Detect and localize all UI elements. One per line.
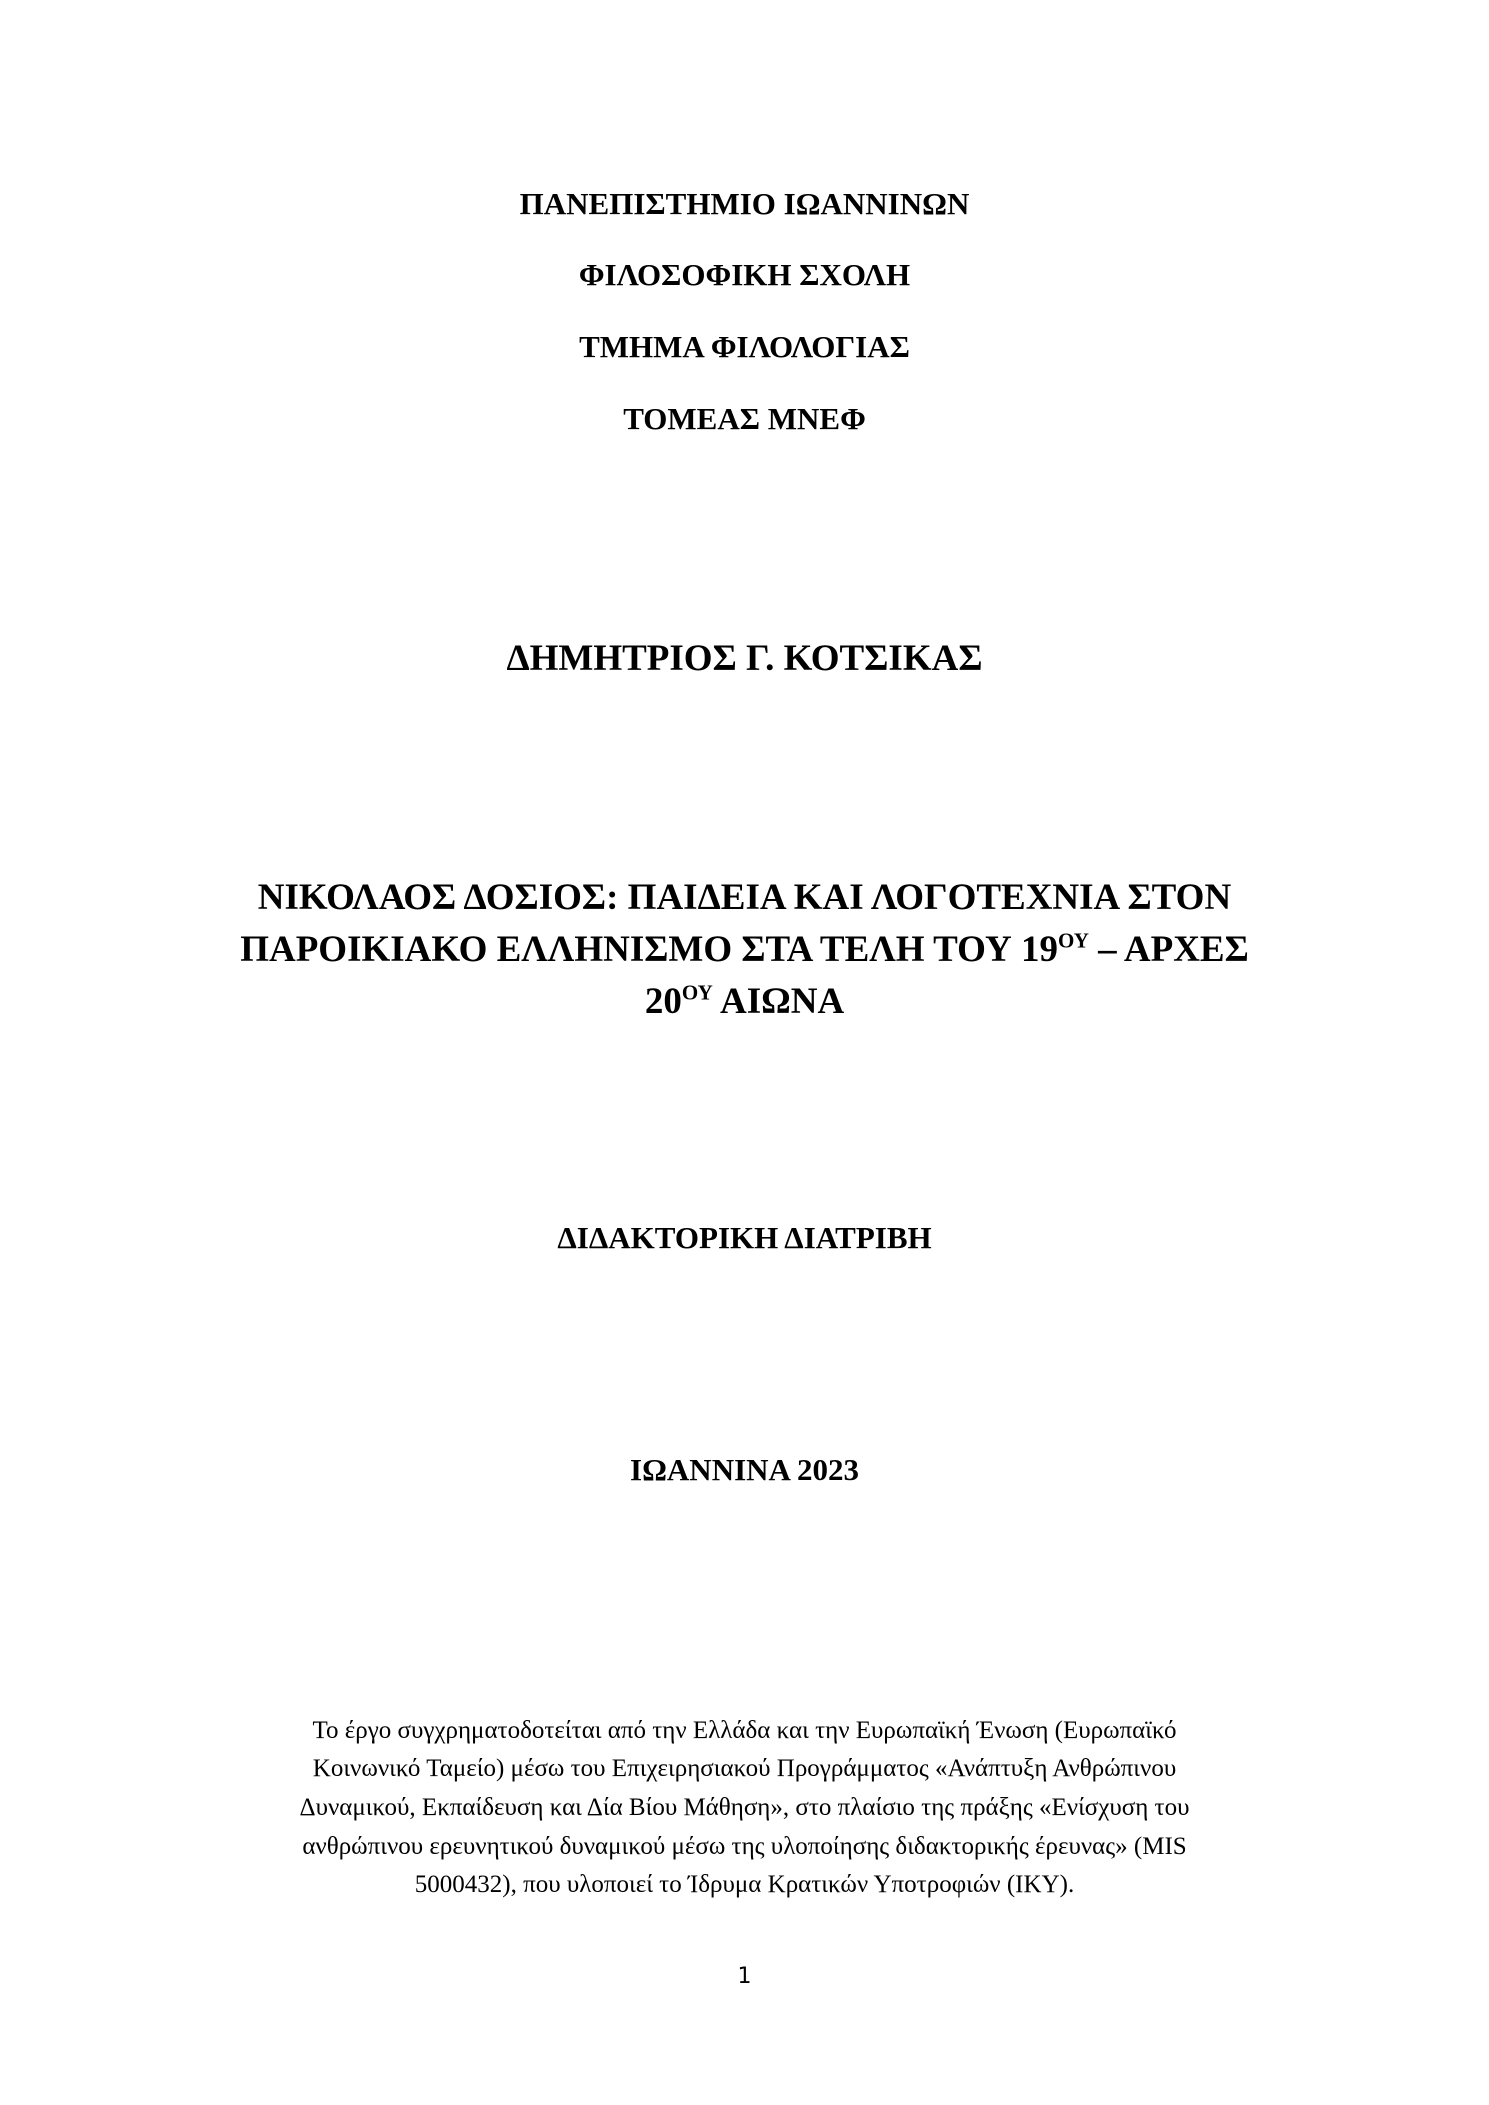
funding-note-line-5: 5000432), που υλοποιεί το Ίδρυμα Κρατικών Υποτροφιών (ΙΚΥ). <box>414 1871 1075 1898</box>
thesis-title-line-1 <box>0 876 1489 919</box>
funding-note-line-2: Κοινωνικό Ταμείο) μέσω του Επιχειρησιακού Προγράμματος «Ανάπτυξη Ανθρώπινου <box>312 1755 1177 1782</box>
author-name: ΔΗΜΗΤΡΙΟΣ Γ. ΚΟΤΣΙΚΑΣ <box>506 638 983 679</box>
funding-note-line-1: Το έργο συγχρηματοδοτείται από την Ελλάδα και την Ευρωπαϊκή Ένωση (Ευρωπαϊκό <box>312 1717 1177 1744</box>
title-text: 20 <box>644 981 682 1022</box>
page-number: 1 <box>737 1964 752 1989</box>
department-name: ΤΜΗΜΑ ΦΙΛΟΛΟΓΙΑΣ <box>579 329 910 364</box>
title-text: ΑΙΩΝΑ <box>712 981 845 1022</box>
ordinal-superscript: ΟΥ <box>681 980 713 1005</box>
title-text: ΝΙΚΟΛΑΟΣ ΔΟΣΙΟΣ: ΠΑΙΔΕΙΑ ΚΑΙ ΛΟΓΟΤΕΧΝΙΑ ΣΤΟΝ <box>257 877 1232 918</box>
ordinal-superscript: ΟΥ <box>1057 928 1089 953</box>
place-and-year: ΙΩΑΝΝΙΝΑ 2023 <box>630 1452 859 1487</box>
title-text: ΠΑΡΟΙΚΙΑΚΟ ΕΛΛΗΝΙΣΜΟ ΣΤΑ ΤΕΛΗ ΤΟΥ 19 <box>240 929 1058 970</box>
title-text: – ΑΡΧΕΣ <box>1088 929 1249 970</box>
thesis-title-line-2 <box>0 928 1489 971</box>
thesis-title-line-3 <box>0 980 1489 1023</box>
document-type: ΔΙΔΑΚΤΟΡΙΚΗ ΔΙΑΤΡΙΒΗ <box>557 1220 932 1255</box>
funding-note-line-3: Δυναμικού, Εκπαίδευση και Δία Βίου Μάθηση», στο πλαίσιο της πράξης «Ενίσχυση του <box>299 1794 1190 1821</box>
school-name: ΦΙΛΟΣΟΦΙΚΗ ΣΧΟΛΗ <box>578 257 911 292</box>
sector-name: ΤΟΜΕΑΣ ΜΝΕΦ <box>623 401 866 436</box>
funding-note-line-4: ανθρώπινου ερευνητικού δυναμικού μέσω της υλοποίησης διδακτορικής έρευνας» (MIS <box>302 1833 1187 1860</box>
university-name: ΠΑΝΕΠΙΣΤΗΜΙΟ ΙΩΑΝΝΙΝΩΝ <box>519 186 970 221</box>
